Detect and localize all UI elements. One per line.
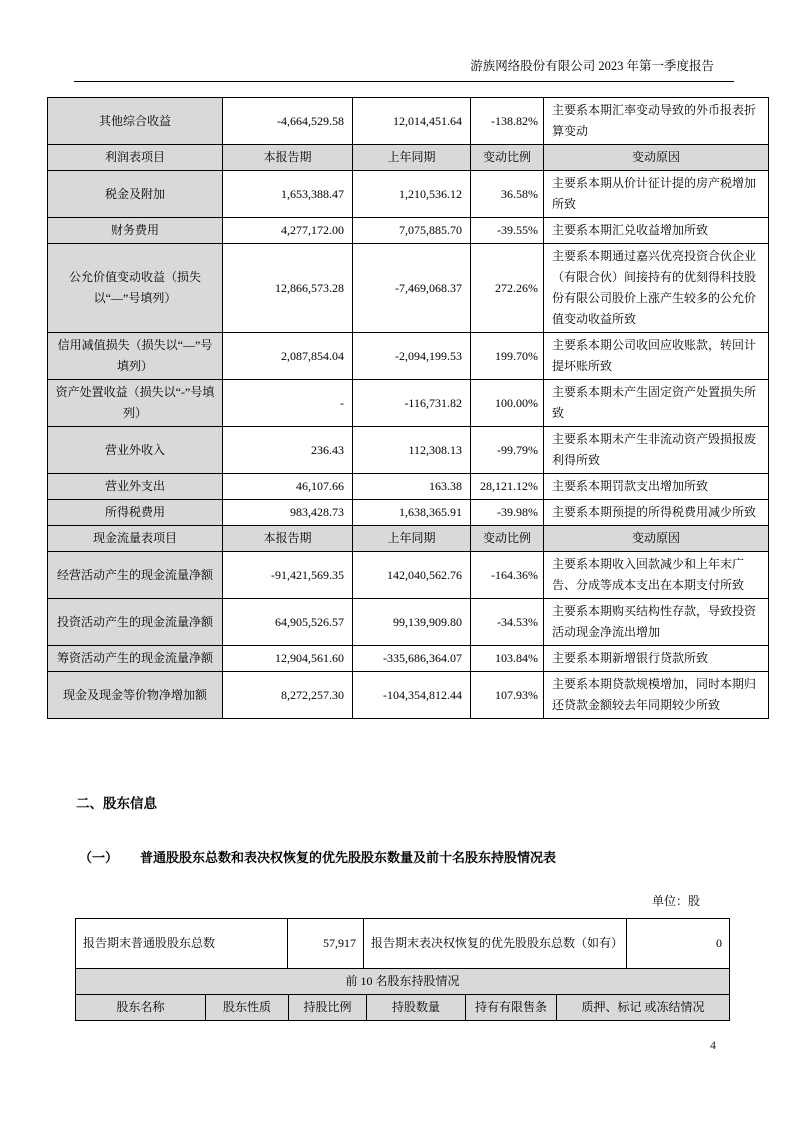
finance-data-row — [48, 500, 769, 526]
top10-title-row — [76, 969, 729, 995]
shareholder-header-cell: 持股比例 — [289, 995, 367, 1020]
finance-cell-prior: 上年同期 — [353, 526, 471, 552]
finance-data-row — [48, 427, 769, 474]
finance-data-row — [48, 333, 769, 380]
finance-cell-item: 信用减值损失（损失以“—”号填列） — [48, 333, 223, 380]
finance-cell-current: 12,866,573.28 — [223, 244, 353, 333]
finance-cell-item: 财务费用 — [48, 218, 223, 244]
preferred-shareholders-label: 报告期末表决权恢复的优先股股东总数（如有） — [364, 919, 627, 968]
finance-cell-prior: 163.38 — [353, 474, 471, 500]
finance-cell-change: 28,121.12% — [471, 474, 544, 500]
finance-cell-reason: 变动原因 — [544, 526, 769, 552]
finance-data-row — [48, 552, 769, 599]
finance-cell-prior: -116,731.82 — [353, 380, 471, 427]
finance-cell-reason: 主要系本期新增银行贷款所致 — [544, 646, 769, 672]
finance-cell-reason: 主要系本期汇兑收益增加所致 — [544, 218, 769, 244]
section-heading-shareholder-info: 二、股东信息 — [76, 796, 157, 811]
document-header-title: 游族网络股份有限公司 2023 年第一季度报告 — [74, 52, 734, 82]
finance-cell-prior: -104,354,812.44 — [353, 672, 471, 719]
common-shareholders-value: 57,917 — [288, 919, 364, 968]
finance-cell-prior: 12,014,451.64 — [353, 98, 471, 145]
finance-cell-current: -4,664,529.58 — [223, 98, 353, 145]
finance-cell-item: 资产处置收益（损失以“-”号填列） — [48, 380, 223, 427]
finance-cell-change: 36.58% — [471, 171, 544, 218]
page-number: 4 — [710, 1038, 716, 1052]
finance-data-row — [48, 646, 769, 672]
finance-cell-current: 本报告期 — [223, 145, 353, 171]
finance-cell-reason: 主要系本期通过嘉兴优亮投资合伙企业（有限合伙）间接持有的优刻得科技股份有限公司股价上涨产生较多的公允价值变动收益所致 — [544, 244, 769, 333]
subsection-heading-top10-shareholders — [79, 847, 556, 866]
common-shareholders-label: 报告期末普通股股东总数 — [76, 919, 288, 968]
finance-cell-prior: -335,686,364.07 — [353, 646, 471, 672]
finance-cell-change: 272.26% — [471, 244, 544, 333]
shareholder-header-cell: 持有有限售条 — [466, 995, 557, 1020]
finance-cell-current: 46,107.66 — [223, 474, 353, 500]
finance-cell-item: 利润表项目 — [48, 145, 223, 171]
shareholder-header-cell: 股东性质 — [206, 995, 289, 1020]
finance-data-row — [48, 244, 769, 333]
finance-cell-reason: 主要系本期罚款支出增加所致 — [544, 474, 769, 500]
finance-cell-current: 8,272,257.30 — [223, 672, 353, 719]
finance-cell-item: 现金流量表项目 — [48, 526, 223, 552]
finance-cell-item: 税金及附加 — [48, 171, 223, 218]
shareholder-header-cell: 股东名称 — [76, 995, 206, 1020]
finance-data-row — [48, 672, 769, 719]
finance-cell-reason: 主要系本期汇率变动导致的外币报表折算变动 — [544, 98, 769, 145]
finance-cell-prior: 99,139,909.80 — [353, 599, 471, 646]
finance-cell-change: -138.82% — [471, 98, 544, 145]
finance-cell-reason: 主要系本期从价计征计提的房产税增加所致 — [544, 171, 769, 218]
finance-cell-change: 103.84% — [471, 646, 544, 672]
finance-cell-change: 199.70% — [471, 333, 544, 380]
finance-cell-item: 所得税费用 — [48, 500, 223, 526]
finance-data-row — [48, 380, 769, 427]
finance-cell-prior: -2,094,199.53 — [353, 333, 471, 380]
finance-cell-change: -39.98% — [471, 500, 544, 526]
finance-cell-current: 64,905,526.57 — [223, 599, 353, 646]
finance-cell-item: 公允价值变动收益（损失以“—”号填列） — [48, 244, 223, 333]
finance-cell-reason: 主要系本期未产生非流动资产毁损报废利得所致 — [544, 427, 769, 474]
finance-cell-change: 100.00% — [471, 380, 544, 427]
subsection-number: （一） — [79, 850, 119, 865]
finance-cell-current: 1,653,388.47 — [223, 171, 353, 218]
finance-cell-item: 营业外收入 — [48, 427, 223, 474]
finance-cell-prior: 7,075,885.70 — [353, 218, 471, 244]
shareholder-header-cell: 质押、标记 或冻结情况 — [557, 995, 729, 1020]
unit-label: 单位：股 — [651, 894, 700, 908]
finance-data-row — [48, 599, 769, 646]
finance-cell-reason: 主要系本期未产生固定资产处置损失所致 — [544, 380, 769, 427]
finance-cell-item: 现金及现金等价物净增加额 — [48, 672, 223, 719]
finance-cell-change: -34.53% — [471, 599, 544, 646]
finance-data-row — [48, 98, 769, 145]
finance-cell-change: -164.36% — [471, 552, 544, 599]
finance-data-row — [48, 171, 769, 218]
finance-cell-current: 12,904,561.60 — [223, 646, 353, 672]
finance-cell-item: 营业外支出 — [48, 474, 223, 500]
shareholder-summary-table — [75, 918, 730, 1021]
finance-cell-item: 其他综合收益 — [48, 98, 223, 145]
shareholder-header-row — [76, 995, 729, 1020]
finance-cell-prior: 142,040,562.76 — [353, 552, 471, 599]
finance-cell-prior: 1,210,536.12 — [353, 171, 471, 218]
finance-cell-reason: 主要系本期公司收回应收账款，转回计提坏账所致 — [544, 333, 769, 380]
preferred-shareholders-value: 0 — [716, 936, 722, 950]
finance-cell-change: 107.93% — [471, 672, 544, 719]
finance-cell-current: 本报告期 — [223, 526, 353, 552]
finance-cell-prior: -7,469,068.37 — [353, 244, 471, 333]
finance-cell-item: 投资活动产生的现金流量净额 — [48, 599, 223, 646]
finance-data-row — [48, 474, 769, 500]
finance-cell-item: 筹资活动产生的现金流量净额 — [48, 646, 223, 672]
shareholder-count-row — [76, 919, 729, 969]
finance-cell-current: 4,277,172.00 — [223, 218, 353, 244]
finance-cell-current: - — [223, 380, 353, 427]
subsection-title: 普通股股东总数和表决权恢复的优先股股东数量及前十名股东持股情况表 — [140, 850, 557, 865]
finance-cell-change: -39.55% — [471, 218, 544, 244]
finance-cell-item: 经营活动产生的现金流量净额 — [48, 552, 223, 599]
finance-header-row — [48, 526, 769, 552]
finance-cell-reason: 主要系本期收入回款减少和上年末广告、分成等成本支出在本期支付所致 — [544, 552, 769, 599]
finance-cell-prior: 1,638,365.91 — [353, 500, 471, 526]
finance-header-row — [48, 145, 769, 171]
finance-cell-current: 2,087,854.04 — [223, 333, 353, 380]
shareholder-header-cell: 持股数量 — [367, 995, 466, 1020]
finance-cell-prior: 上年同期 — [353, 145, 471, 171]
finance-cell-reason: 变动原因 — [544, 145, 769, 171]
finance-cell-prior: 112,308.13 — [353, 427, 471, 474]
finance-changes-table — [47, 97, 769, 719]
finance-cell-reason: 主要系本期贷款规模增加，同时本期归还贷款金额较去年同期较少所致 — [544, 672, 769, 719]
finance-cell-change: -99.79% — [471, 427, 544, 474]
finance-cell-current: -91,421,569.35 — [223, 552, 353, 599]
finance-cell-reason: 主要系本期购买结构性存款，导致投资活动现金净流出增加 — [544, 599, 769, 646]
top10-title: 前 10 名股东持股情况 — [76, 969, 729, 994]
finance-data-row — [48, 218, 769, 244]
finance-table-body — [48, 98, 769, 719]
finance-cell-current: 983,428.73 — [223, 500, 353, 526]
finance-cell-change: 变动比例 — [471, 145, 544, 171]
finance-cell-current: 236.43 — [223, 427, 353, 474]
finance-cell-change: 变动比例 — [471, 526, 544, 552]
finance-cell-reason: 主要系本期预提的所得税费用减少所致 — [544, 500, 769, 526]
